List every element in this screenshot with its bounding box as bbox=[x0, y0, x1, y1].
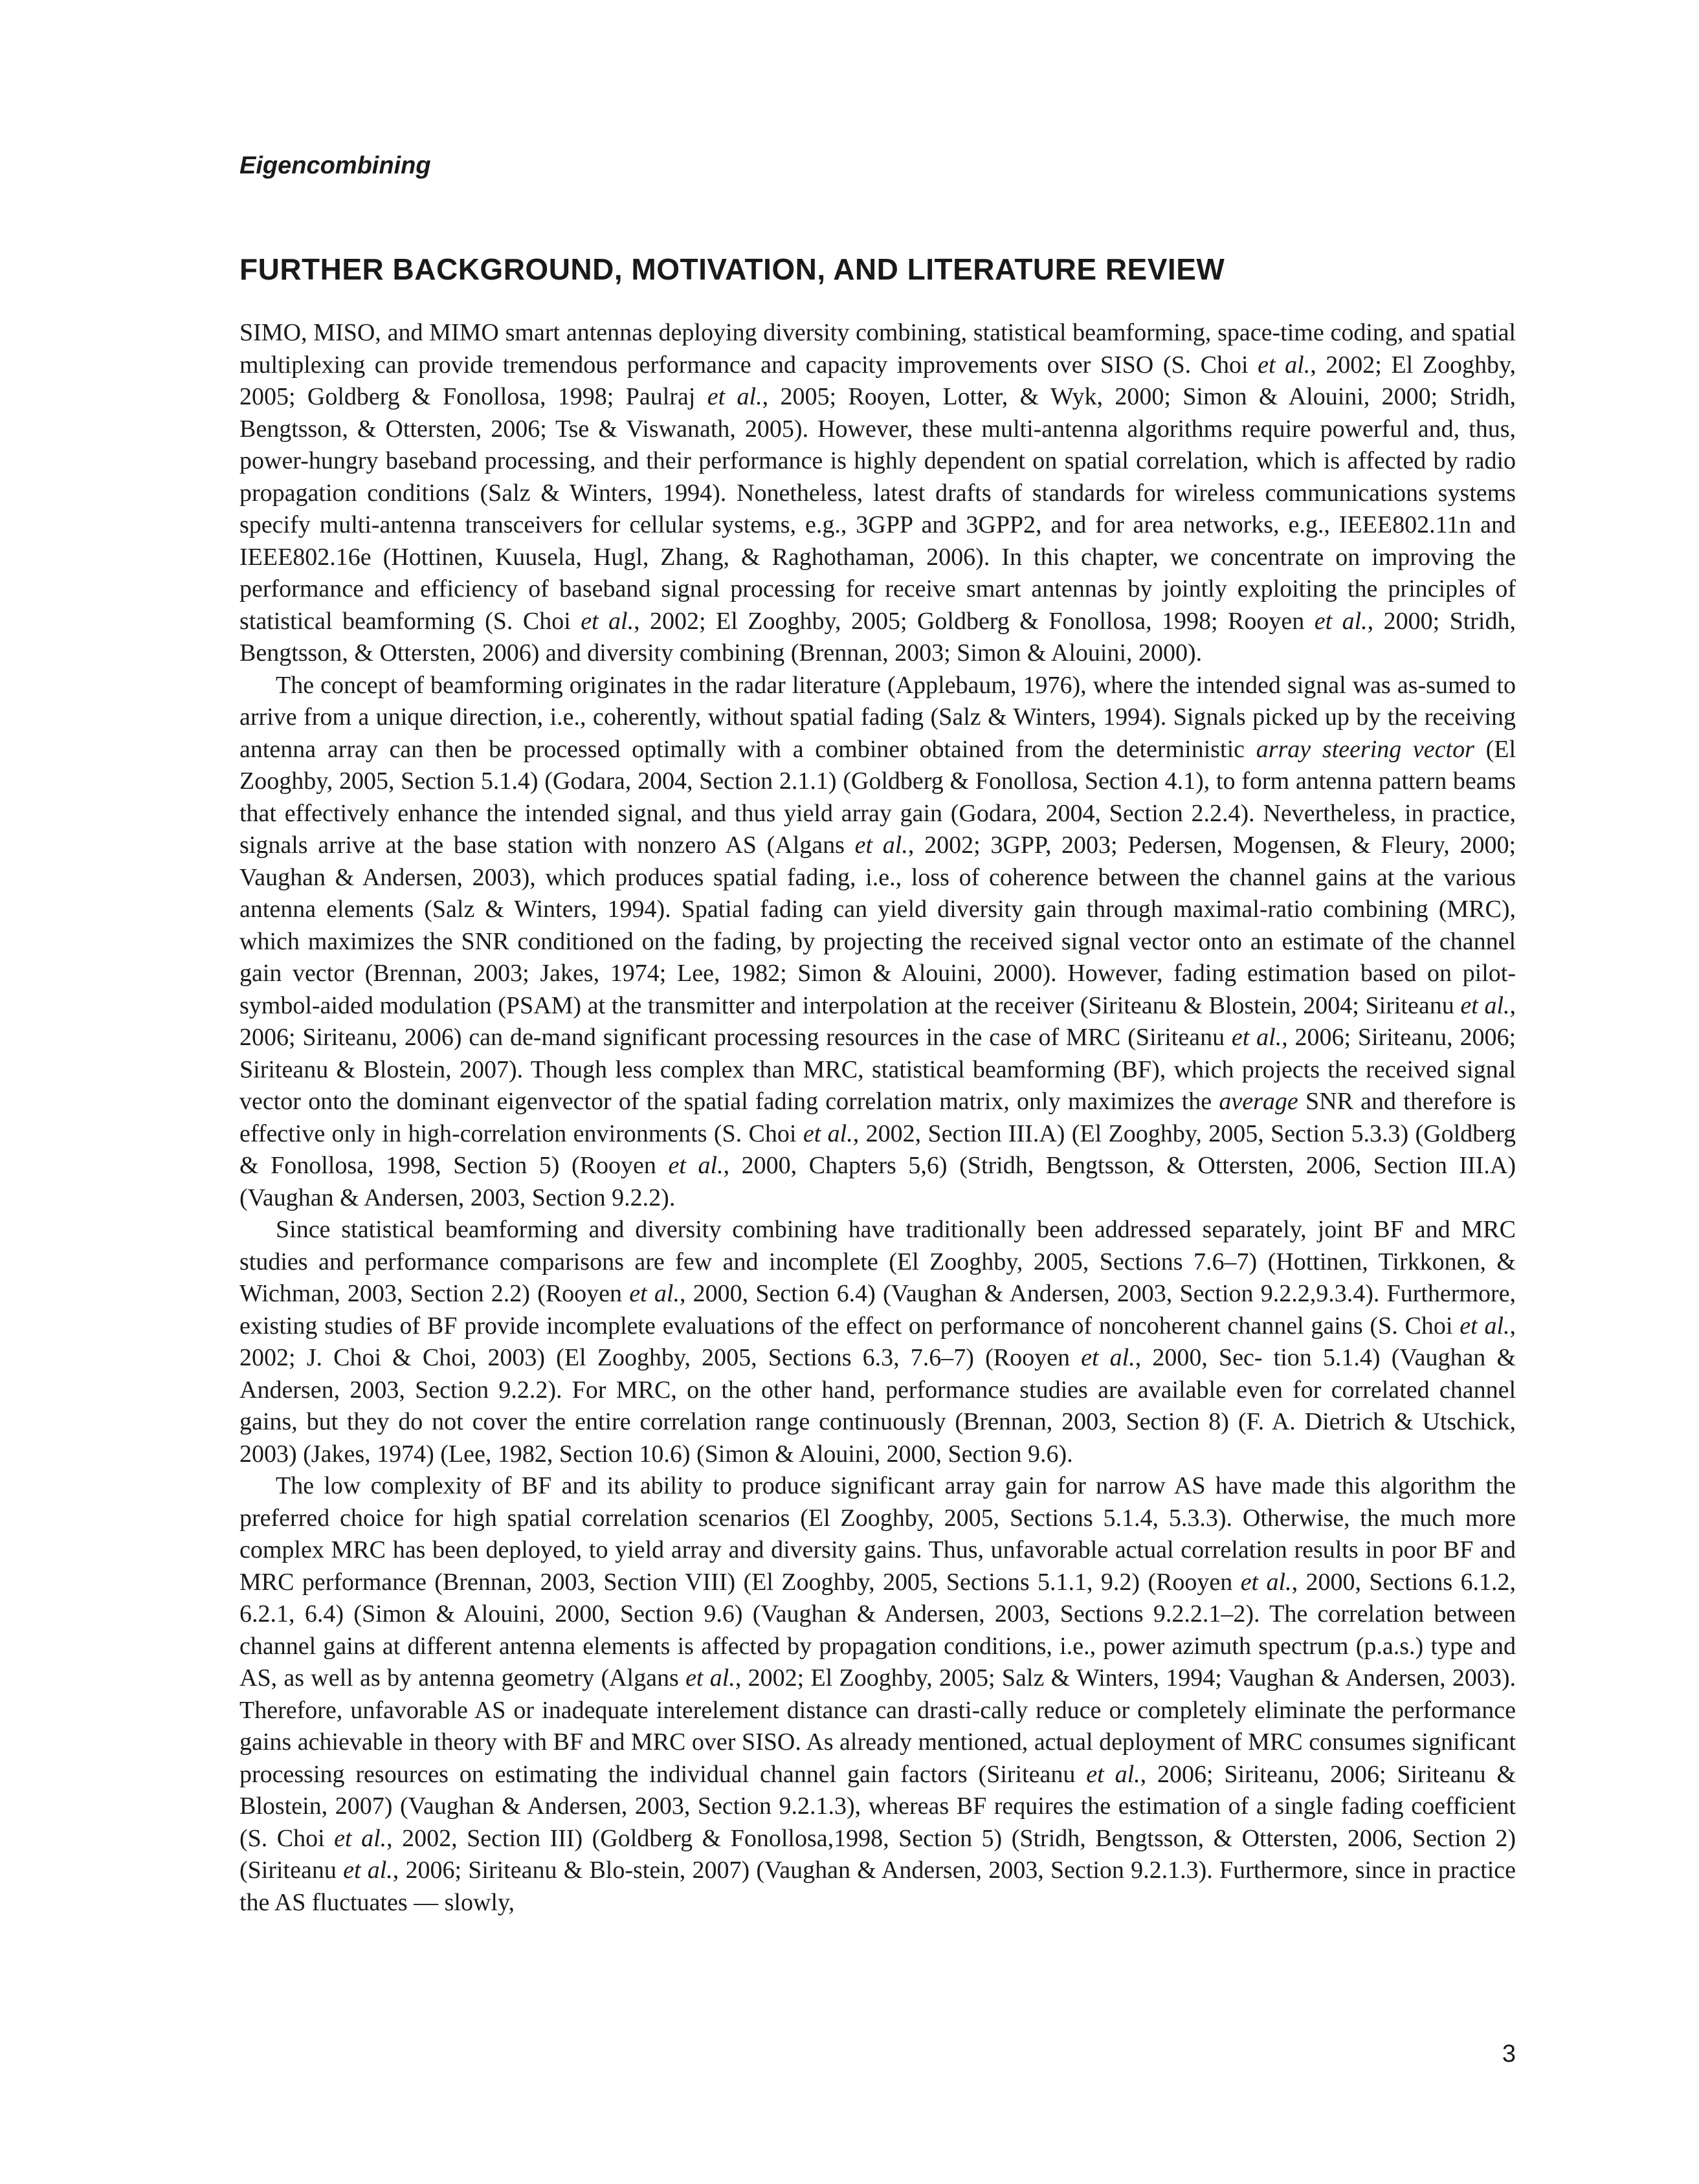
italic-text: et al. bbox=[343, 1857, 393, 1884]
text-run: , 2000, Section 6.4) (Vaughan & Andersen, 2003, Section 9.2.2,9.3.4). Furthermore, existing studies of BF provide incomplete evaluations of the effect on performance of noncoherent channel gains (S. Choi bbox=[239, 1280, 1516, 1340]
italic-text: array steering vector bbox=[1256, 735, 1474, 763]
text-run: SNR and therefore is effective only in high-correlation environments (S. Choi bbox=[239, 1088, 1516, 1147]
italic-text: et al. bbox=[1314, 607, 1368, 635]
page-number: 3 bbox=[1502, 2040, 1516, 2068]
paragraph-1 bbox=[239, 317, 1516, 670]
italic-text: et al. bbox=[1460, 1312, 1510, 1340]
text-run: (El Zooghby, 2005, Section 5.1.4) (Godara, 2004, Section 2.1.1) (Goldberg & Fonollosa, Section 4.1), to form antenna pattern beams that effectively enhance the intended signal, and thus yield array gain (Godara, 2004, Section 2.2.4). Nevertheless, in practice, signals arrive at the base station with nonzero AS (Algans bbox=[239, 735, 1516, 859]
italic-text: et al. bbox=[1460, 991, 1510, 1019]
text-run: , 2000, Sections 6.1.2, 6.2.1, 6.4) (Simon & Alouini, 2000, Section 9.6) (Vaughan & Andersen, 2003, Sections 9.2.2.1–2). The correlation between channel gains at different antenna elements is affected by propagation conditions, i.e., power azimuth spectrum (p.a.s.) type and AS, as well as by antenna geometry (Algans bbox=[239, 1568, 1516, 1692]
text-run: , 2006; Siriteanu, 2006; Siriteanu & Blostein, 2007). Though less complex than MRC, statistical beamforming (BF), which projects the received signal vector onto the dominant eigenvector of the spatial fading correlation matrix, only maximizes the bbox=[239, 1024, 1516, 1115]
text-run: The concept of beamforming originates in the radar literature (Applebaum, 1976), where the intended signal was as-sumed to arrive from a unique direction, i.e., coherently, without spatial fading (Salz & Winters, 1994). Signals picked up by the receiving antenna array can then be processed optimally with a combiner obtained from the deterministic bbox=[239, 671, 1516, 763]
italic-text: et al. bbox=[685, 1664, 735, 1692]
italic-text: et al. bbox=[707, 383, 762, 410]
italic-text: et al. bbox=[854, 832, 908, 859]
text-run: , 2000; Stridh, Bengtsson, & Ottersten, 2006) and diversity combining (Brennan, 2003; Simon & Alouini, 2000). bbox=[239, 607, 1516, 667]
section-title: FURTHER BACKGROUND, MOTIVATION, AND LITERATURE REVIEW bbox=[239, 252, 1225, 286]
text-run: , 2002; El Zooghby, 2005; Goldberg & Fonollosa, 1998; Paulraj bbox=[239, 351, 1516, 410]
text-run: , 2000, Sec- tion 5.1.4) (Vaughan & Andersen, 2003, Section 9.2.2). For MRC, on the other hand, performance studies are available even for correlated channel gains, but they do not cover the entire correlation range continuously (Brennan, 2003, Section 8) (F. A. Dietrich & Utschick, 2003) (Jakes, 1974) (Lee, 1982, Section 10.6) (Simon & Alouini, 2000, Section 9.6). bbox=[239, 1344, 1516, 1468]
italic-text: et al. bbox=[668, 1152, 724, 1179]
text-run: , 2002; J. Choi & Choi, 2003) (El Zooghby, 2005, Sections 6.3, 7.6–7) (Rooyen bbox=[239, 1312, 1516, 1371]
italic-text: et al. bbox=[1258, 351, 1311, 379]
text-run: , 2002; 3GPP, 2003; Pedersen, Mogensen, & Fleury, 2000; Vaughan & Andersen, 2003), which produces spatial fading, i.e., loss of coherence between the channel gains at the various antenna elements (Salz & Winters, 1994). Spatial fading can yield diversity gain through maximal-ratio combining (MRC), which maximizes the SNR conditioned on the fading, by projecting the received signal vector onto an estimate of the channel gain vector (Brennan, 2003; Jakes, 1974; Lee, 1982; Simon & Alouini, 2000). However, fading estimation based on pilot-symbol-aided modulation (PSAM) at the transmitter and interpolation at the receiver (Siriteanu & Blostein, 2004; Siriteanu bbox=[239, 832, 1516, 1019]
text-run: , 2006; Siriteanu, 2006) can de-mand significant processing resources in the case of MRC (Siriteanu bbox=[239, 991, 1516, 1051]
paragraph-2 bbox=[239, 670, 1516, 1215]
paragraph-3 bbox=[239, 1214, 1516, 1470]
italic-text: et al. bbox=[629, 1280, 680, 1307]
italic-text: et al. bbox=[1081, 1344, 1135, 1371]
text-run: , 2002; El Zooghby, 2005; Goldberg & Fonollosa, 1998; Rooyen bbox=[634, 607, 1315, 635]
italic-text: et al. bbox=[334, 1824, 387, 1852]
italic-text: et al. bbox=[1231, 1024, 1282, 1051]
text-run: , 2002, Section III) (Goldberg & Fonollosa,1998, Section 5) (Stridh, Bengtsson, & Ottersten, 2006, Section 2) (Siriteanu bbox=[239, 1824, 1516, 1884]
text-run: , 2002, Section III.A) (El Zooghby, 2005, Section 5.3.3) (Goldberg & Fonollosa, 1998, Section 5) (Rooyen bbox=[239, 1120, 1516, 1179]
text-run: Since statistical beamforming and diversity combining have traditionally been addressed separately, joint BF and MRC studies and performance comparisons are few and incomplete (El Zooghby, 2005, Sections 7.6–7) (Hottinen, Tirkkonen, & Wichman, 2003, Section 2.2) (Rooyen bbox=[239, 1216, 1516, 1307]
body-text bbox=[239, 317, 1516, 1919]
text-run: , 2005; Rooyen, Lotter, & Wyk, 2000; Simon & Alouini, 2000; Stridh, Bengtsson, & Ottersten, 2006; Tse & Viswanath, 2005). However, these multi-antenna algorithms require powerful and, thus, power-hungry baseband processing, and their performance is highly dependent on spatial correlation, which is affected by radio propagation conditions (Salz & Winters, 1994). Nonetheless, latest drafts of standards for wireless communications systems specify multi-antenna transceivers for cellular systems, e.g., 3GPP and 3GPP2, and for area networks, e.g., IEEE802.11n and IEEE802.16e (Hottinen, Kuusela, Hugl, Zhang, & Raghothaman, 2006). In this chapter, we concentrate on improving the performance and efficiency of baseband signal processing for receive smart antennas by jointly exploiting the principles of statistical beamforming (S. Choi bbox=[239, 383, 1516, 635]
text-run: , 2006; Siriteanu, 2006; Siriteanu & Blostein, 2007) (Vaughan & Andersen, 2003, Section 9.2.1.3), whereas BF requires the estimation of a single fading coefficient (S. Choi bbox=[239, 1760, 1516, 1852]
text-run: The low complexity of BF and its ability to produce significant array gain for narrow AS have made this algorithm the preferred choice for high spatial correlation scenarios (El Zooghby, 2005, Sections 5.1.4, 5.3.3). Otherwise, the much more complex MRC has been deployed, to yield array and diversity gains. Thus, unfavorable actual correlation results in poor BF and MRC performance (Brennan, 2003, Section VIII) (El Zooghby, 2005, Sections 5.1.1, 9.2) (Rooyen bbox=[239, 1472, 1516, 1596]
running-head: Eigencombining bbox=[239, 152, 431, 179]
paragraph-4 bbox=[239, 1470, 1516, 1919]
text-run: , 2006; Siriteanu & Blo-stein, 2007) (Vaughan & Andersen, 2003, Section 9.2.1.3). Furthermore, since in practice the AS fluctuates — slowly, bbox=[239, 1857, 1516, 1916]
italic-text: et al. bbox=[581, 607, 634, 635]
italic-text: et al. bbox=[1240, 1568, 1292, 1596]
text-run: SIMO, MISO, and MIMO smart antennas deploying diversity combining, statistical beamforming, space-time coding, and spatial multiplexing can provide tremendous performance and capacity improvements over SISO (S. Choi bbox=[239, 319, 1516, 379]
text-run: , 2000, Chapters 5,6) (Stridh, Bengtsson, & Ottersten, 2006, Section III.A) (Vaughan & Andersen, 2003, Section 9.2.2). bbox=[239, 1152, 1516, 1211]
italic-text: average bbox=[1219, 1088, 1298, 1115]
text-run: , 2002; El Zooghby, 2005; Salz & Winters, 1994; Vaughan & Andersen, 2003). Therefore, unfavorable AS or inadequate interelement distance can drasti-cally reduce or completely eliminate the performance gains achievable in theory with BF and MRC over SISO. As already mentioned, actual deployment of MRC consumes significant processing resources on estimating the individual channel gain factors (Siriteanu bbox=[239, 1664, 1516, 1788]
italic-text: et al. bbox=[1086, 1760, 1140, 1788]
italic-text: et al. bbox=[803, 1120, 853, 1147]
